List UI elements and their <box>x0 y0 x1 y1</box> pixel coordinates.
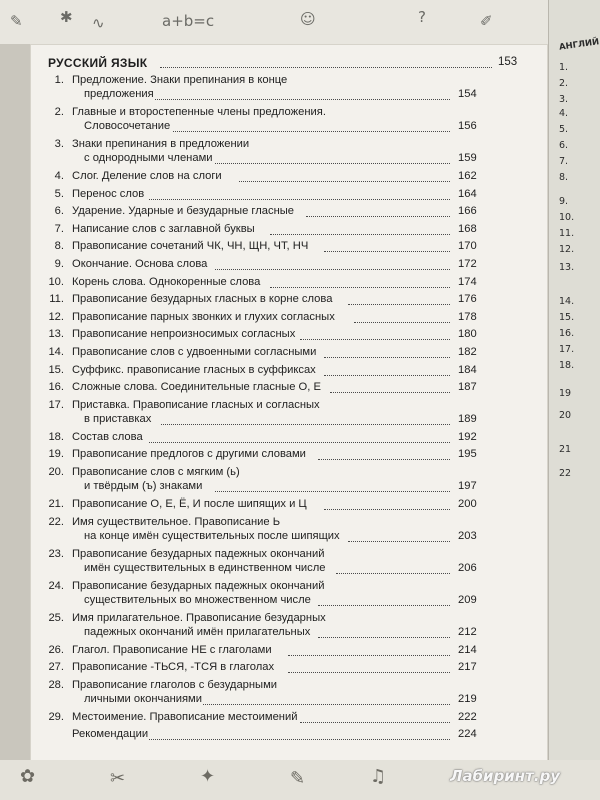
toc-entry <box>40 170 530 184</box>
toc-entry-leader <box>324 357 450 358</box>
toc-entry <box>40 293 530 307</box>
toc-entry <box>40 205 530 219</box>
side-page-snippet: 19 <box>559 388 572 399</box>
toc-entry-leader <box>149 739 450 740</box>
toc-entry-leader <box>173 131 450 132</box>
star-doodle-icon: ✎ <box>10 12 23 30</box>
toc-entry-leader <box>203 704 450 705</box>
side-page-snippet: 7. <box>559 156 569 167</box>
toc-entry-leader <box>300 722 450 723</box>
toc-entry-text: падежных окончаний имён прилагательных <box>84 625 311 638</box>
side-page-snippet: 11. <box>559 228 575 239</box>
toc-entry <box>40 612 530 641</box>
toc-title-leader <box>160 67 492 68</box>
toc-entry-number: 28. <box>48 678 64 691</box>
toc-entry-text: Состав слова <box>72 430 143 443</box>
toc-entry-page: 209 <box>458 593 477 606</box>
flower-doodle-icon: ✿ <box>20 766 36 787</box>
side-page-snippet: 21 <box>559 444 572 455</box>
toc-entry-number: 7. <box>54 222 64 235</box>
toc-entry-text: Правописание -ТЬСЯ, -ТСЯ в глаголах <box>72 661 275 674</box>
toc-entry-text: Правописание безударных падежных окончаний <box>72 579 325 592</box>
toc-entry-number: 1. <box>54 74 64 86</box>
toc-title-text: РУССКИЙ ЯЗЫК <box>48 56 148 70</box>
toc-entry-page: 214 <box>458 643 477 656</box>
toc-entry-page: 159 <box>458 152 477 165</box>
toc-entry-text: Имя существительное. Правописание Ь <box>72 515 281 528</box>
toc-entry-leader <box>348 304 450 305</box>
star-doodle-icon: ✦ <box>200 766 216 787</box>
music-doodle-icon: ♫ <box>370 766 387 787</box>
toc-entry-number: 9. <box>54 258 64 270</box>
toc-entry-leader <box>270 234 450 235</box>
toc-entry-number: 20. <box>48 466 64 478</box>
toc-entry-number: 2. <box>54 106 64 118</box>
toc-entry-leader <box>318 459 450 460</box>
toc-entry-text: с однородными членами <box>84 152 213 165</box>
toc-entry-leader <box>288 672 450 673</box>
toc-entry-text: Правописание непроизносимых согласных <box>72 328 296 341</box>
toc-entry <box>40 138 530 167</box>
toc-entry <box>40 364 530 378</box>
toc-entry-page: 222 <box>458 710 477 723</box>
toc-entry <box>40 223 530 237</box>
toc-entry-number: 10. <box>48 275 64 288</box>
toc-entry-number: 23. <box>48 547 64 560</box>
toc-entry-number: 16. <box>48 381 64 394</box>
toc-entry-page: 174 <box>458 275 477 288</box>
side-page-snippet: 8. <box>559 172 569 183</box>
toc-entry <box>40 498 530 512</box>
toc-entry-text: предложения <box>84 88 154 101</box>
toc-entry-page: 197 <box>458 480 477 493</box>
toc-entry <box>40 679 530 708</box>
toc-entry-text: Суффикс. правописание гласных в суффиксах <box>72 363 316 376</box>
toc-entry-text: Главные и второстепенные члены предложения. <box>72 106 326 118</box>
toc-entry-page: 156 <box>458 120 477 133</box>
toc-entry-page: 224 <box>458 728 477 741</box>
ruler-doodle-icon: ✐ <box>480 12 493 30</box>
toc-entry-text: Сложные слова. Соединительные гласные О, Е <box>72 381 321 394</box>
toc-entry-text: Правописание предлогов с другими словами <box>72 448 306 461</box>
toc-entry-leader <box>324 251 450 252</box>
toc-entry-text: Перенос слов <box>72 187 145 200</box>
toc-entry-leader <box>149 442 450 443</box>
toc-entry-leader <box>318 637 450 638</box>
toc-entry-page: 203 <box>458 529 477 542</box>
toc-entry <box>40 644 530 658</box>
toc-entry-leader <box>348 541 450 542</box>
toc-entry-text: Рекомендации <box>72 728 149 741</box>
toc-entry <box>40 711 530 725</box>
toc-entry <box>40 311 530 325</box>
side-page-snippet: 13. <box>559 262 575 273</box>
toc-entry <box>40 466 530 495</box>
toc-entry-leader <box>336 573 450 574</box>
toc-entry <box>40 276 530 290</box>
toc-entry-number: 6. <box>54 205 64 218</box>
toc-entry-leader <box>324 509 450 510</box>
toc-entry-number: 17. <box>48 398 64 411</box>
toc-entry-text: Написание слов с заглавной буквы <box>72 222 255 235</box>
side-page-snippet: 12. <box>559 244 575 255</box>
toc-entry-number: 3. <box>54 138 64 150</box>
side-page-snippet: 3. <box>559 94 569 105</box>
toc-entry-text: Имя прилагательное. Правописание безударных <box>72 611 326 624</box>
toc-entry-leader <box>161 424 450 425</box>
toc-entry-text: в приставках <box>84 413 152 426</box>
toc-entry-leader <box>239 181 450 182</box>
toc-entry-number: 22. <box>48 515 64 528</box>
toc-entry-leader <box>215 163 450 164</box>
toc-entry-text: на конце имён существительных после шипящих <box>84 529 340 542</box>
toc-entry-text: Правописание слов с удвоенными согласными <box>72 346 317 358</box>
toc-entry <box>40 188 530 202</box>
side-page-snippet: 15. <box>559 312 575 323</box>
toc-entry-page: 166 <box>458 205 477 218</box>
toc-entry-text: Ударение. Ударные и безударные гласные <box>72 205 295 218</box>
toc-entry-number: 29. <box>48 710 64 723</box>
toc-entry <box>40 346 530 360</box>
toc-entry-number: 18. <box>48 430 64 443</box>
scissors-doodle-icon: ✂ <box>110 768 126 789</box>
toc-entry-number: 25. <box>48 611 64 624</box>
side-page-snippet: 10. <box>559 212 575 223</box>
toc-entry <box>40 258 530 272</box>
toc-entry-page: 200 <box>458 498 477 510</box>
toc-entry-text: Словосочетание <box>84 120 171 133</box>
toc-entry-number: 21. <box>48 498 64 510</box>
side-page-snippet: 14. <box>559 296 575 307</box>
toc-entry-page: 162 <box>458 170 477 182</box>
toc-entry <box>40 74 530 103</box>
toc-entry <box>40 328 530 342</box>
toc-entry-text: Правописание безударных гласных в корне слова <box>72 293 333 306</box>
toc-entry-number: 27. <box>48 661 64 674</box>
side-page-snippet: 9. <box>559 196 569 207</box>
toc-entry-text: существительных во множественном числе <box>84 593 311 606</box>
side-page-snippet: 1. <box>559 62 569 73</box>
toc-entry-number: 4. <box>54 170 64 182</box>
formula-doodle: a+b=c <box>162 12 215 30</box>
toc-entry-text: Правописание безударных падежных окончаний <box>72 547 325 560</box>
toc-entry <box>40 399 530 428</box>
toc-entry-text: Приставка. Правописание гласных и согласных <box>72 398 320 411</box>
toc-entry <box>40 381 530 395</box>
toc-entry-text: Знаки препинания в предложении <box>72 138 250 150</box>
toc-entry <box>40 516 530 545</box>
toc-entry <box>40 661 530 675</box>
toc-entry-text: Правописание слов с мягким (ь) <box>72 466 240 478</box>
toc-entry-leader <box>215 491 450 492</box>
toc-entry-leader <box>270 287 450 288</box>
toc-entry-text: Слог. Деление слов на слоги <box>72 170 222 182</box>
side-page-snippet: 5. <box>559 124 569 135</box>
toc-entry-page: 219 <box>458 693 477 706</box>
spiral-doodle-icon: ∿ <box>92 14 105 32</box>
side-page-snippet: 20 <box>559 410 572 421</box>
side-page-snippet: 22 <box>559 468 572 479</box>
toc-entry-text: Правописание О, Е, Ё, И после шипящих и Ц <box>72 498 307 510</box>
toc-entry-page: 192 <box>458 430 477 443</box>
side-page-snippet: 4. <box>559 108 569 119</box>
toc-entry-page: 189 <box>458 413 477 426</box>
toc-entry-leader <box>324 375 450 376</box>
toc-entry-page: 154 <box>458 88 477 101</box>
toc-entry-leader <box>318 605 450 606</box>
toc-entry-page: 195 <box>458 448 477 461</box>
toc-entry-page: 212 <box>458 625 477 638</box>
toc-entry-number: 8. <box>54 240 64 253</box>
adjacent-page-edge <box>548 0 600 800</box>
side-page-snippet: 6. <box>559 140 569 151</box>
toc-entry-page: 182 <box>458 346 477 358</box>
toc-entry-text: Правописание сочетаний ЧК, ЧН, ЩН, ЧТ, НЧ <box>72 240 309 253</box>
toc-section-title <box>48 56 522 72</box>
question-doodle: ? <box>418 8 426 26</box>
toc-entry-text: Глагол. Правописание НЕ с глаголами <box>72 643 272 656</box>
toc-entry-page: 184 <box>458 363 477 376</box>
toc-entry-number: 26. <box>48 643 64 656</box>
toc-entry-leader <box>300 339 450 340</box>
toc-entry-text: Правописание парных звонких и глухих согласных <box>72 310 335 323</box>
toc-entry <box>40 431 530 445</box>
side-page-heading: АНГЛИЙ <box>558 37 600 53</box>
toc-entry-page: 176 <box>458 293 477 306</box>
side-page-snippet: 17. <box>559 344 575 355</box>
toc-entry <box>40 728 530 742</box>
book-doodle-icon: ✎ <box>290 768 306 789</box>
toc-entry-text: Корень слова. Однокоренные слова <box>72 275 261 288</box>
side-page-snippet: 16. <box>559 328 575 339</box>
toc-entry-number: 5. <box>54 187 64 200</box>
toc-entry <box>40 548 530 577</box>
site-watermark: Лабиринт.ру <box>450 767 561 785</box>
toc-title-page: 153 <box>498 56 518 68</box>
toc-entry-text: Местоимение. Правописание местоимений <box>72 710 298 723</box>
toc-list <box>40 74 530 754</box>
toc-entry-leader <box>288 655 450 656</box>
toc-entry-leader <box>215 269 450 270</box>
toc-entry <box>40 580 530 609</box>
side-page-snippet: 18. <box>559 360 575 371</box>
toc-entry-leader <box>149 199 450 200</box>
toc-entry-number: 15. <box>48 363 64 376</box>
toc-entry-page: 180 <box>458 328 477 341</box>
toc-entry-leader <box>330 392 450 393</box>
toc-entry-leader <box>354 322 450 323</box>
toc-entry <box>40 240 530 254</box>
toc-entry-page: 172 <box>458 258 477 270</box>
toc-entry-text: и твёрдым (ъ) знаками <box>84 480 203 493</box>
toc-entry-page: 164 <box>458 187 477 200</box>
toc-entry-text: Правописание глаголов с безударными <box>72 678 278 691</box>
toc-entry-page: 187 <box>458 381 477 394</box>
toc-entry-text: личными окончаниями <box>84 693 202 706</box>
toc-entry-number: 19. <box>48 448 64 461</box>
toc-entry <box>40 448 530 462</box>
plant-doodle-icon: ✱ <box>60 8 73 26</box>
toc-entry-text: имён существительных в единственном числе <box>84 561 326 574</box>
toc-entry-number: 11. <box>49 293 64 306</box>
toc-entry-page: 170 <box>458 240 477 253</box>
top-doodle-strip <box>0 0 560 44</box>
side-page-snippet: 2. <box>559 78 569 89</box>
toc-entry-text: Окончание. Основа слова <box>72 258 208 270</box>
toc-entry-page: 168 <box>458 222 477 235</box>
toc-entry <box>40 106 530 135</box>
toc-entry-page: 217 <box>458 661 477 674</box>
toc-entry-leader <box>306 216 450 217</box>
toc-entry-number: 24. <box>48 579 64 592</box>
toc-entry-number: 13. <box>48 328 64 341</box>
face-doodle-icon: ☺ <box>300 10 316 28</box>
toc-entry-text: Предложение. Знаки препинания в конце <box>72 74 288 86</box>
toc-entry-number: 12. <box>48 310 64 323</box>
toc-entry-page: 178 <box>458 310 477 323</box>
toc-entry-number: 14. <box>48 346 64 358</box>
toc-entry-leader <box>155 99 450 100</box>
toc-entry-page: 206 <box>458 561 477 574</box>
